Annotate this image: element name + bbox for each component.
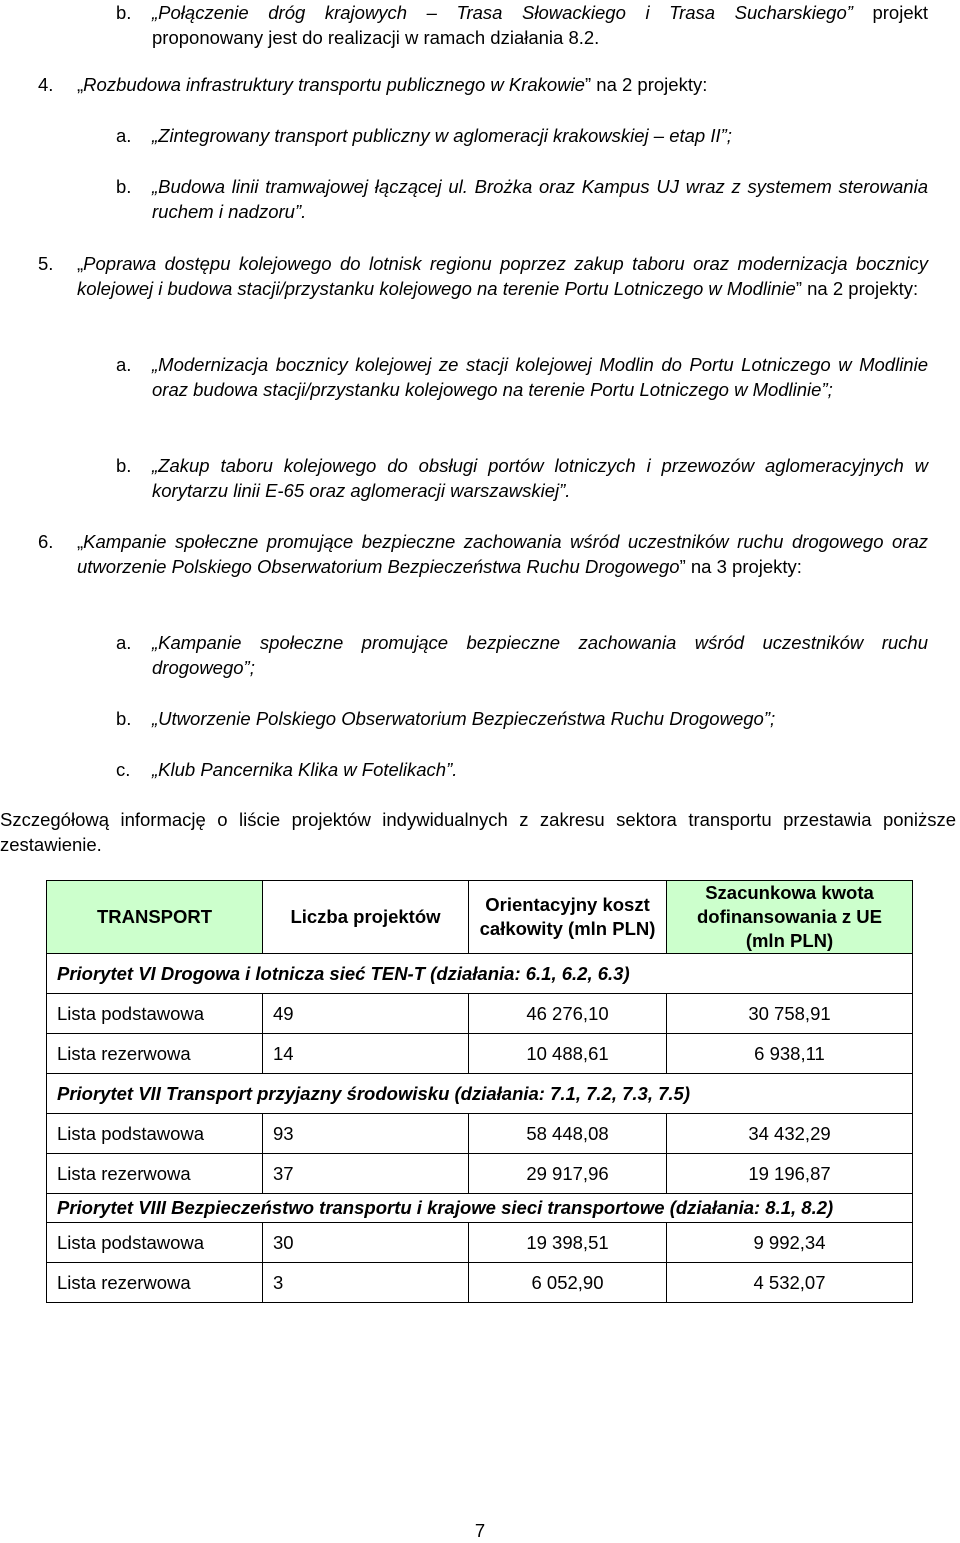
list-marker: a. bbox=[116, 354, 132, 375]
row-cost: 6 052,90 bbox=[469, 1263, 667, 1303]
page-number: 7 bbox=[474, 1520, 486, 1541]
row-count: 37 bbox=[263, 1154, 469, 1194]
list-number: 5. bbox=[38, 253, 54, 274]
table-row bbox=[47, 1114, 913, 1154]
list-item-text: „Kampanie społeczne promujące bezpieczne zachowania wśród uczestników ruchu drogowego oraz utworzenie Polskiego Obserwatorium Bezpieczeństwa Ruchu Drogowego” na 3 projekty: bbox=[77, 531, 928, 577]
list-marker: b. bbox=[116, 455, 132, 476]
row-eu: 6 938,11 bbox=[667, 1034, 913, 1074]
header-total-cost: Orientacyjny koszt całkowity (mln PLN) bbox=[469, 881, 667, 954]
row-eu: 4 532,07 bbox=[667, 1263, 913, 1303]
list-item-text: „Klub Pancernika Klika w Fotelikach”. bbox=[152, 759, 458, 780]
row-label: Lista podstawowa bbox=[47, 1114, 263, 1154]
table-row bbox=[47, 1034, 913, 1074]
project-title: Rozbudowa infrastruktury transportu publicznego w Krakowie bbox=[83, 74, 585, 95]
project-title: Poprawa dostępu kolejowego do lotnisk regionu poprzez zakup taboru oraz modernizacja bocznicy kolejowej i budowa stacji/przystanku kolejowego na terenie Portu Lotniczego w Modlinie bbox=[77, 253, 928, 299]
list-item-text: „Rozbudowa infrastruktury transportu publicznego w Krakowie” na 2 projekty: bbox=[77, 74, 708, 95]
list-item-text: proponowany jest do realizacji w ramach działania 8.2. bbox=[152, 27, 600, 48]
row-count: 49 bbox=[263, 994, 469, 1034]
row-eu: 19 196,87 bbox=[667, 1154, 913, 1194]
priority-header: Priorytet VIII Bezpieczeństwo transportu i krajowe sieci transportowe (działania: 8.1, 8.2) bbox=[47, 1194, 913, 1223]
row-label: Lista podstawowa bbox=[47, 994, 263, 1034]
table-row bbox=[47, 1263, 913, 1303]
row-cost: 19 398,51 bbox=[469, 1223, 667, 1263]
row-label: Lista rezerwowa bbox=[47, 1263, 263, 1303]
row-cost: 10 488,61 bbox=[469, 1034, 667, 1074]
transport-table bbox=[46, 880, 913, 1303]
list-marker: b. bbox=[116, 176, 132, 197]
row-label: Lista rezerwowa bbox=[47, 1154, 263, 1194]
project-title: Kampanie społeczne promujące bezpieczne zachowania wśród uczestników ruchu drogowego oraz utworzenie Polskiego Obserwatorium Bezpieczeństwa Ruchu Drogowego bbox=[77, 531, 928, 577]
row-cost: 58 448,08 bbox=[469, 1114, 667, 1154]
table-row bbox=[47, 1223, 913, 1263]
priority-header: Priorytet VII Transport przyjazny środowisku (działania: 7.1, 7.2, 7.3, 7.5) bbox=[47, 1074, 913, 1114]
list-marker: b. bbox=[116, 708, 132, 729]
list-number: 6. bbox=[38, 531, 54, 552]
list-item-text: „Budowa linii tramwajowej łączącej ul. Brożka oraz Kampus UJ wraz z systemem sterowania ruchem i nadzoru”. bbox=[152, 176, 928, 222]
list-item-text: „Zintegrowany transport publiczny w aglomeracji krakowskiej – etap II”; bbox=[152, 125, 732, 146]
summary-paragraph: Szczegółową informację o liście projektów indywidualnych z zakresu sektora transportu przestawia poniższe zestawienie. bbox=[0, 809, 956, 855]
row-cost: 46 276,10 bbox=[469, 994, 667, 1034]
row-cost: 29 917,96 bbox=[469, 1154, 667, 1194]
list-item-text: „Zakup taboru kolejowego do obsługi portów lotniczych i przewozów aglomeracyjnych w korytarzu linii E-65 oraz aglomeracji warszawskiej”. bbox=[152, 455, 928, 501]
list-item-text: „Kampanie społeczne promujące bezpieczne zachowania wśród uczestników ruchu drogowego”; bbox=[152, 632, 928, 678]
list-item-text: „Poprawa dostępu kolejowego do lotnisk regionu poprzez zakup taboru oraz modernizacja bocznicy kolejowej i budowa stacji/przystanku kolejowego na terenie Portu Lotniczego w Modlinie” na 2 projekty: bbox=[77, 253, 928, 299]
table-row bbox=[47, 1154, 913, 1194]
row-eu: 9 992,34 bbox=[667, 1223, 913, 1263]
header-transport: TRANSPORT bbox=[47, 881, 263, 954]
row-eu: 30 758,91 bbox=[667, 994, 913, 1034]
row-count: 14 bbox=[263, 1034, 469, 1074]
project-note: projekt bbox=[872, 2, 929, 23]
table-row bbox=[47, 994, 913, 1034]
list-item-text bbox=[152, 0, 928, 25]
header-project-count: Liczba projektów bbox=[263, 881, 469, 954]
header-eu-funding: Szacunkowa kwota dofinansowania z UE (mln PLN) bbox=[667, 881, 913, 954]
list-marker: c. bbox=[116, 759, 131, 780]
priority-header: Priorytet VI Drogowa i lotnicza sieć TEN-T (działania: 6.1, 6.2, 6.3) bbox=[47, 954, 913, 994]
list-item-text: „Utworzenie Polskiego Obserwatorium Bezpieczeństwa Ruchu Drogowego”; bbox=[152, 708, 776, 729]
row-count: 93 bbox=[263, 1114, 469, 1154]
list-number: 4. bbox=[38, 74, 54, 95]
list-marker: a. bbox=[116, 632, 132, 653]
project-title: „Połączenie dróg krajowych – Trasa Słowackiego i Trasa Sucharskiego” bbox=[152, 2, 853, 23]
row-label: Lista rezerwowa bbox=[47, 1034, 263, 1074]
row-eu: 34 432,29 bbox=[667, 1114, 913, 1154]
row-count: 30 bbox=[263, 1223, 469, 1263]
list-marker: b. bbox=[116, 2, 132, 23]
row-count: 3 bbox=[263, 1263, 469, 1303]
list-item-text: „Modernizacja bocznicy kolejowej ze stacji kolejowej Modlin do Portu Lotniczego w Modlinie oraz budowa stacji/przystanku kolejowego na terenie Portu Lotniczego w Modlinie”; bbox=[152, 354, 928, 400]
list-marker: a. bbox=[116, 125, 132, 146]
row-label: Lista podstawowa bbox=[47, 1223, 263, 1263]
